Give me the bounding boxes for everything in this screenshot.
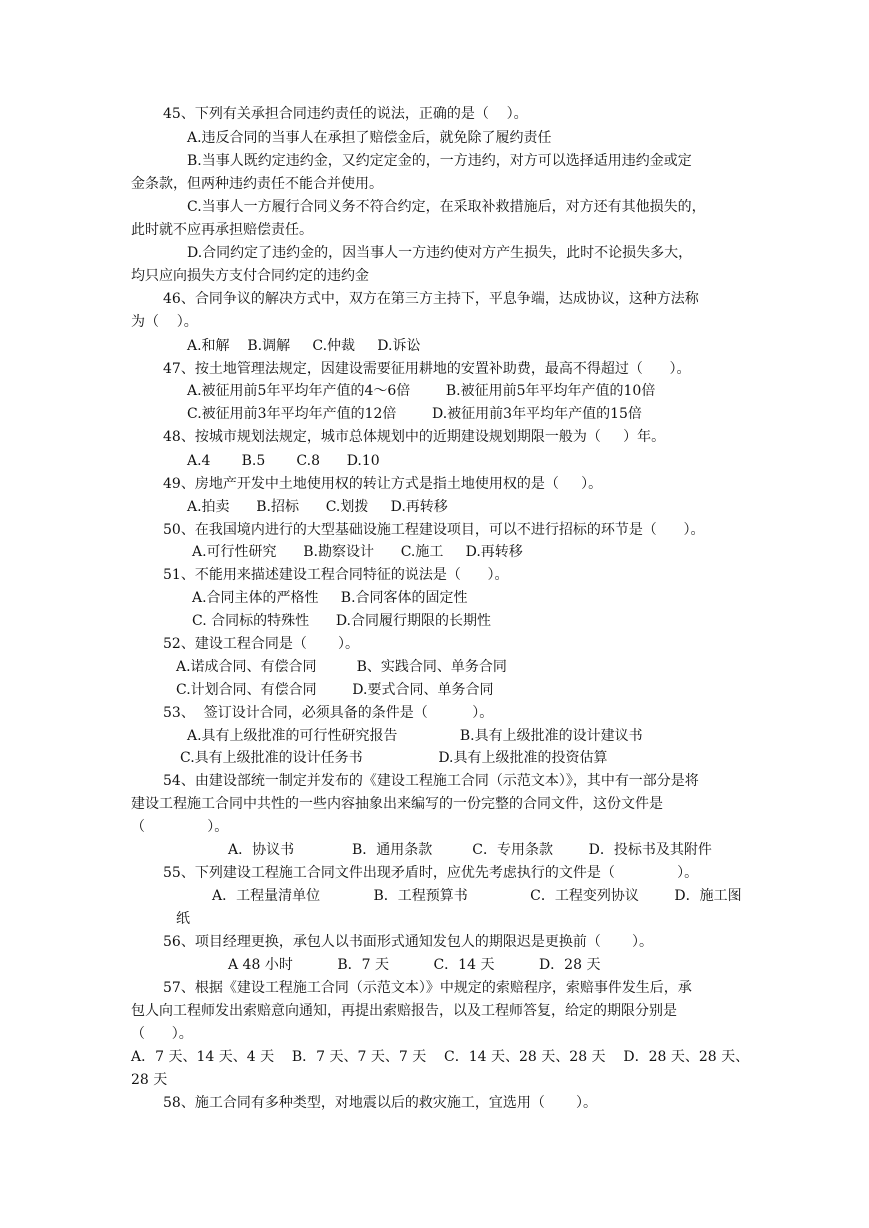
option-45-d-cont: 均只应向损失方支付合同约定的违约金 xyxy=(131,268,369,284)
question-54: 54、由建设部统一制定并发布的《建设工程施工合同（示范文本）》，其中有一部分是将 xyxy=(163,773,699,789)
question-54-cont: 建设工程施工合同中共性的一些内容抽象出来编写的一份完整的合同文件，这份文件是 xyxy=(131,796,663,812)
question-53: 53、 签订设计合同，必须具备的条件是（ ）。 xyxy=(163,705,494,721)
options-48: A.4 B.5 C.8 D.10 xyxy=(187,453,380,469)
options-46: A.和解 B.调解 C.仲裁 D.诉讼 xyxy=(187,338,421,354)
options-56: A 48 小时 B．7 天 C．14 天 D．28 天 xyxy=(228,957,601,973)
question-57-cont2: （ ）。 xyxy=(131,1026,193,1042)
options-47-ab: A.被征用前5年平均年产值的4～6倍 B.被征用前5年平均年产值的10倍 xyxy=(187,383,656,399)
option-45-b-cont: 金条款，但两种违约责任不能合并使用。 xyxy=(131,176,383,192)
options-51-cd: C. 合同标的特殊性 D.合同履行期限的长期性 xyxy=(192,613,491,629)
options-47-cd: C.被征用前3年平均年产值的12倍 D.被征用前3年平均年产值的15倍 xyxy=(187,406,642,422)
options-55: A．工程量清单位 B．工程预算书 C．工程变列协议 D．施工图 xyxy=(212,888,742,904)
option-45-b: B.当事人既约定违约金，又约定定金的，一方违约，对方可以选择适用违约金或定 xyxy=(187,153,692,169)
question-49: 49、房地产开发中土地使用权的转让方式是指土地使用权的是（ ）。 xyxy=(163,476,603,492)
question-45: 45、下列有关承担合同违约责任的说法，正确的是（ ）。 xyxy=(163,106,528,122)
options-53-ab: A.具有上级批准的可行性研究报告 B.具有上级批准的设计建议书 xyxy=(187,728,643,744)
question-57-cont: 包人向工程师发出索赔意向通知，再提出索赔报告，以及工程师答复，给定的期限分别是 xyxy=(131,1003,677,1019)
options-49: A.拍卖 B.招标 C.划拨 D.再转移 xyxy=(187,499,448,515)
question-46-cont: 为（ ）。 xyxy=(131,314,198,330)
option-45-d: D.合同约定了违约金的，因当事人一方违约使对方产生损失，此时不论损失多大， xyxy=(187,245,693,261)
options-50: A.可行性研究 B.勘察设计 C.施工 D.再转移 xyxy=(192,544,523,560)
options-54: A．协议书 B．通用条款 C．专用条款 D．投标书及其附件 xyxy=(228,842,712,858)
question-55: 55、下列建设工程施工合同文件出现矛盾时，应优先考虑执行的文件是（ ）。 xyxy=(163,865,699,881)
options-52-cd: C.计划合同、有偿合同 D.要式合同、单务合同 xyxy=(176,682,494,698)
question-51: 51、不能用来描述建设工程合同特征的说法是（ ）。 xyxy=(163,567,509,583)
option-45-c: C.当事人一方履行合同义务不符合约定，在采取补救措施后，对方还有其他损失的， xyxy=(187,199,706,215)
question-58: 58、施工合同有多种类型，对地震以后的救灾施工，宜选用（ ）。 xyxy=(163,1095,597,1111)
option-45-c-cont: 此时就不应再承担赔偿责任。 xyxy=(131,222,313,238)
question-56: 56、项目经理更换，承包人以书面形式通知发包人的期限迟是更换前（ ）。 xyxy=(163,934,653,950)
options-53-cd: C.具有上级批准的设计任务书 D.具有上级批准的投资估算 xyxy=(180,750,608,766)
question-47: 47、按土地管理法规定，因建设需要征用耕地的安置补助费，最高不得超过（ ）。 xyxy=(163,361,691,377)
question-52: 52、建设工程合同是（ ）。 xyxy=(163,636,359,652)
question-46: 46、合同争议的解决方式中，双方在第三方主持下，平息争端，达成协议，这种方法称 xyxy=(163,291,699,307)
question-48: 48、按城市规划法规定，城市总体规划中的近期建设规划期限一般为（ ）年。 xyxy=(163,429,666,445)
options-55-cont: 纸 xyxy=(176,911,190,927)
question-54-cont2: （ ）。 xyxy=(131,819,229,835)
options-57-cont: 28 天 xyxy=(131,1072,168,1088)
option-45-a: A.违反合同的当事人在承担了赔偿金后，就免除了履约责任 xyxy=(187,130,552,146)
question-57: 57、根据《建设工程施工合同（示范文本）》中规定的索赔程序，索赔事件发生后，承 xyxy=(163,980,692,996)
options-52-ab: A.诺成合同、有偿合同 B、实践合同、单务合同 xyxy=(176,659,507,675)
options-57: A．7 天、14 天、4 天 B．7 天、7 天、7 天 C．14 天、28 天、28 天 D．28 天、28 天、 xyxy=(131,1049,750,1065)
options-51-ab: A.合同主体的严格性 B.合同客体的固定性 xyxy=(192,590,468,606)
question-50: 50、在我国境内进行的大型基础设施工程建设项目，可以不进行招标的环节是（ ）。 xyxy=(163,522,705,538)
